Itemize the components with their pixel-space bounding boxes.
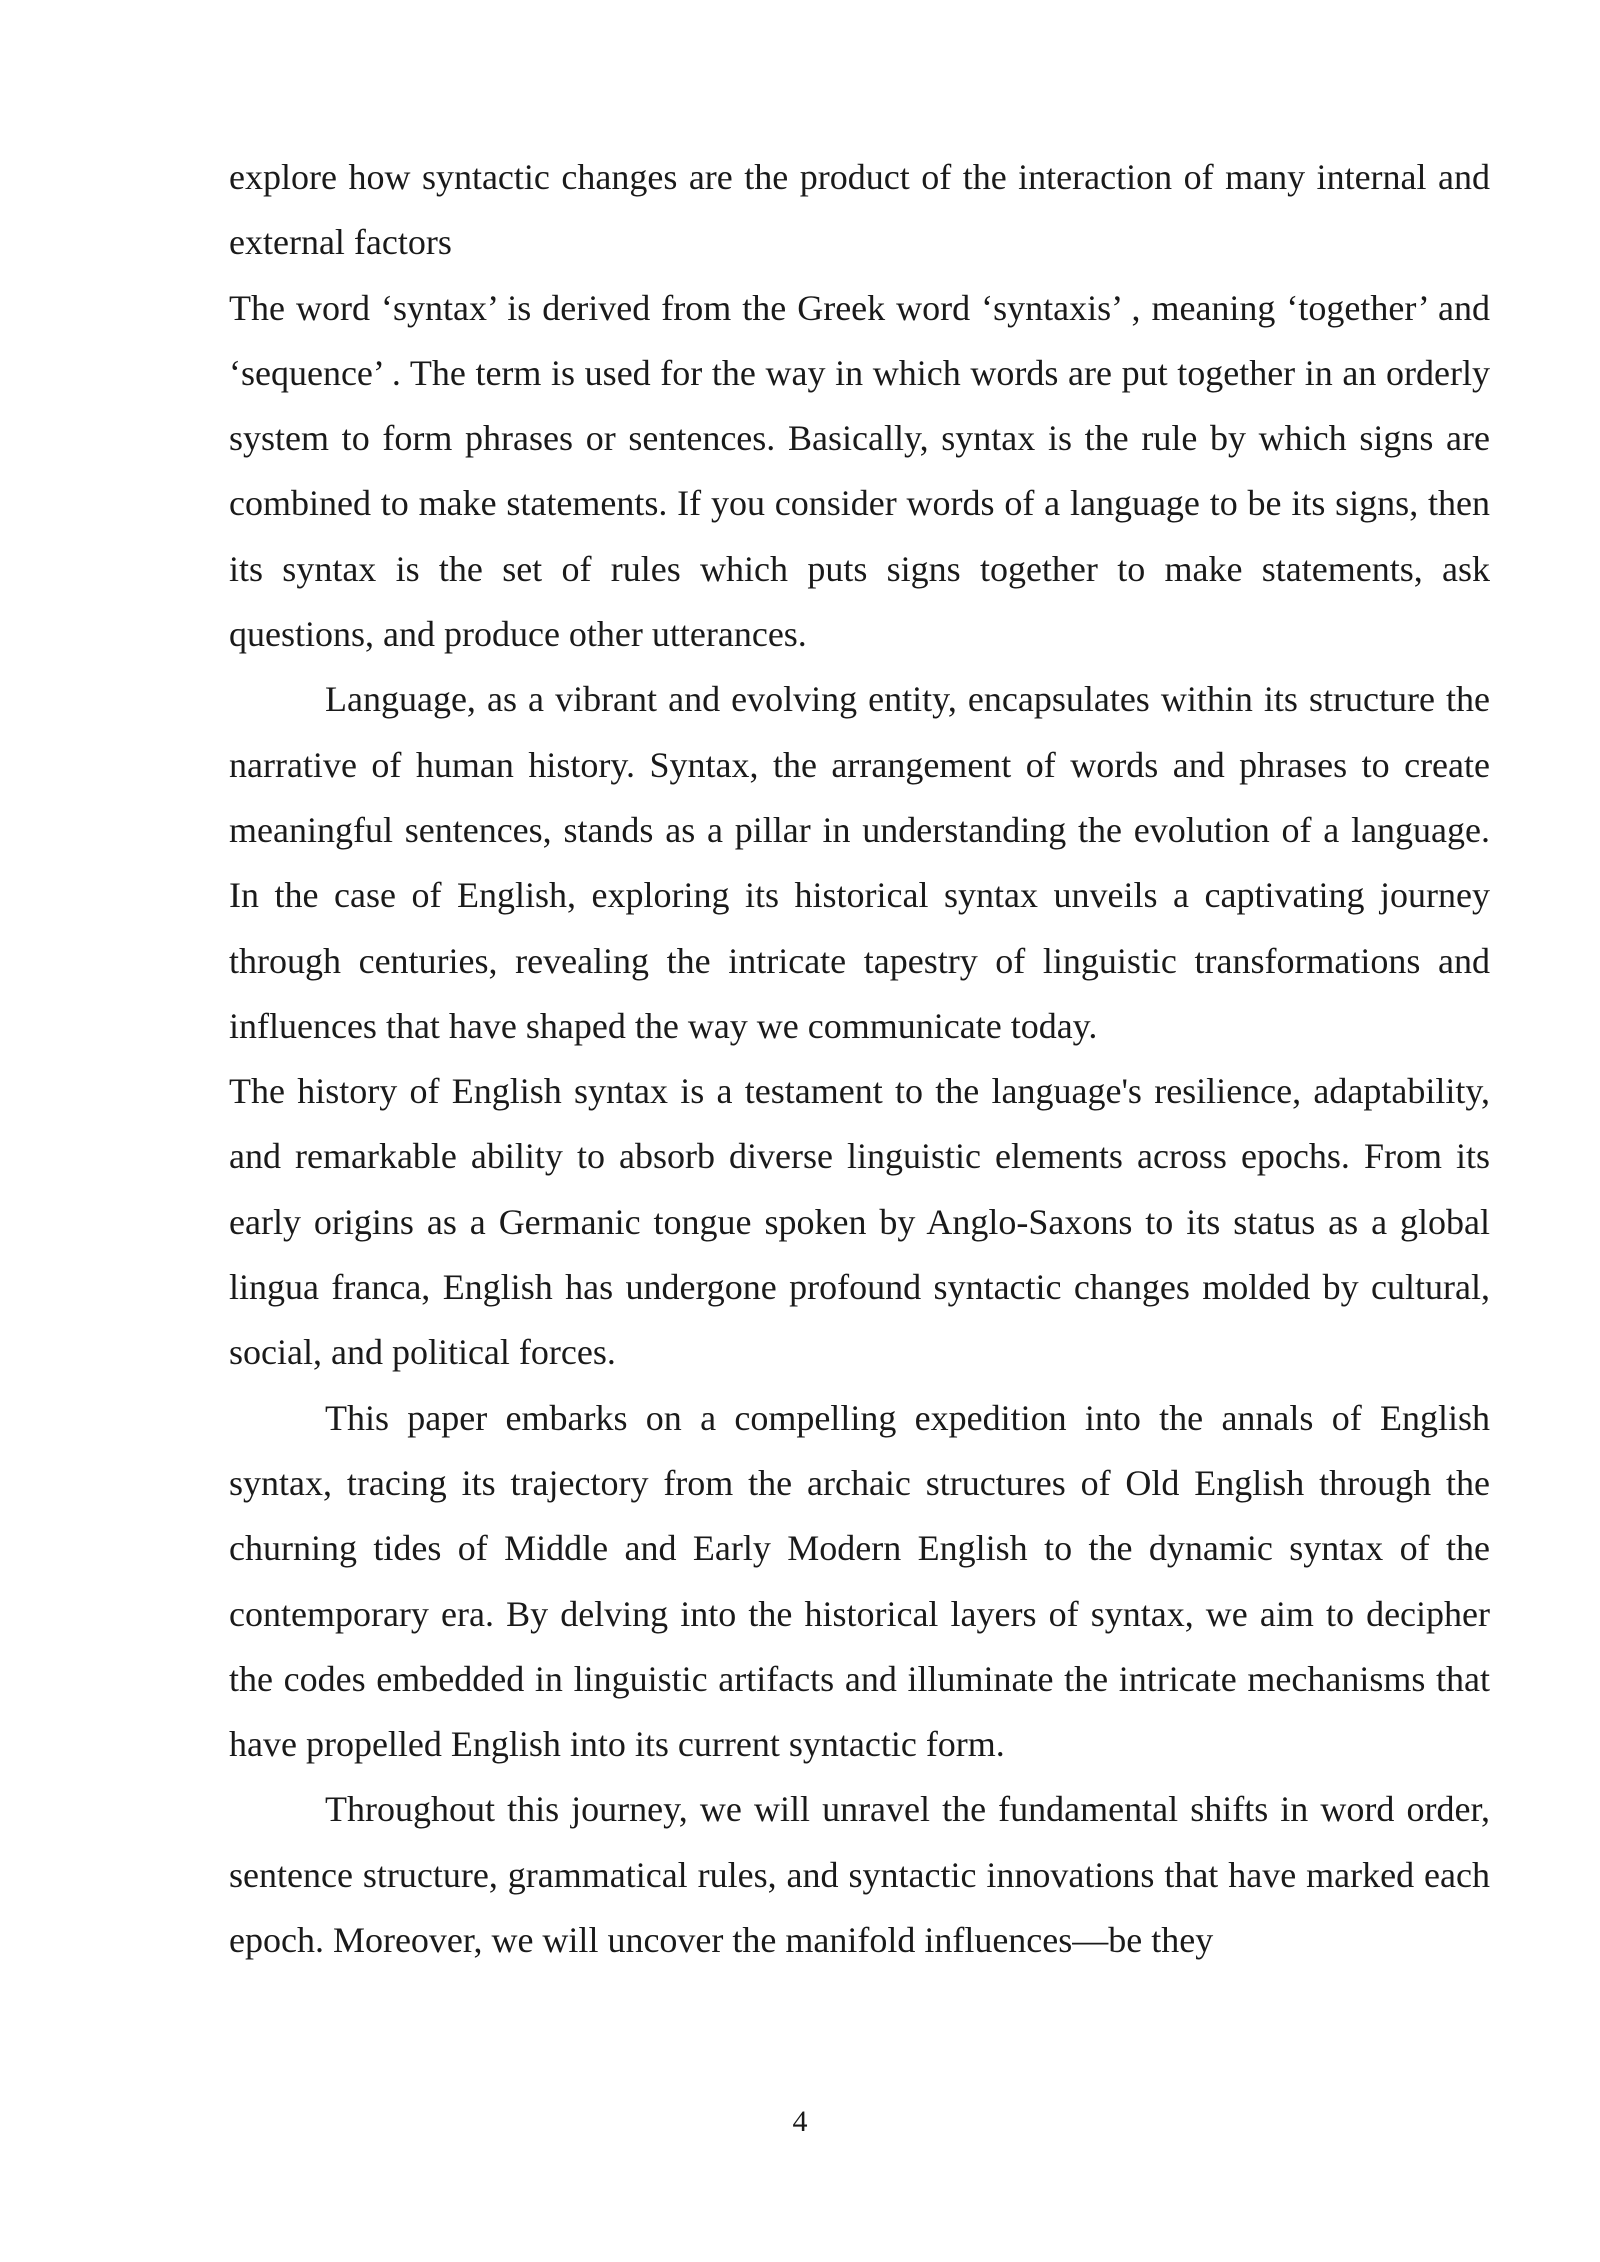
paragraph-continuation: explore how syntactic changes are the product of the interaction of many internal and external factors [229, 157, 1490, 263]
paragraph-syntax-definition: The word ‘syntax’ is derived from the Greek word ‘syntaxis’ , meaning ‘together’ and ‘sequence’ . The term is used for the way in which words are put together in an orderly system to form phrases or sentences. Basically, syntax is the rule by which signs are combined to make statements. If you consider words of a language to be its signs, then its syntax is the set of rules which puts signs together to make statements, ask questions, and produce other utterances. [229, 287, 1490, 655]
paragraph-journey: Throughout this journey, we will unravel the fundamental shifts in word order, sentence structure, grammatical rules, and syntactic innovations that have marked each epoch. Moreover, we will uncover the manifold influences—be they [229, 1789, 1490, 1961]
paragraph-history-of-syntax: The history of English syntax is a testament to the language's resilience, adaptability, and remarkable ability to absorb diverse linguistic elements across epochs. From its early origins as a Germanic tongue spoken by Anglo-Saxons to its status as a global lingua franca, English has undergone profound syntactic changes molded by cultural, social, and political forces. [229, 1071, 1490, 1373]
page-number: 4 [792, 2105, 808, 2138]
body-text [229, 145, 1490, 1973]
paragraph-paper-expedition: This paper embarks on a compelling expedition into the annals of English syntax, tracing its trajectory from the archaic structures of Old English through the churning tides of Middle and Early Modern English to the dynamic syntax of the contemporary era. By delving into the historical layers of syntax, we aim to decipher the codes embedded in linguistic artifacts and illuminate the intricate mechanisms that have propelled English into its current syntactic form. [229, 1397, 1490, 1765]
paragraph-language-entity: Language, as a vibrant and evolving entity, encapsulates within its structure the narrative of human history. Syntax, the arrangement of words and phrases to create meaningful sentences, stands as a pillar in understanding the evolution of a language. In the case of English, exploring its historical syntax unveils a captivating journey through centuries, revealing the intricate tapestry of linguistic transformations and influences that have shaped the way we communicate today. [229, 679, 1490, 1046]
